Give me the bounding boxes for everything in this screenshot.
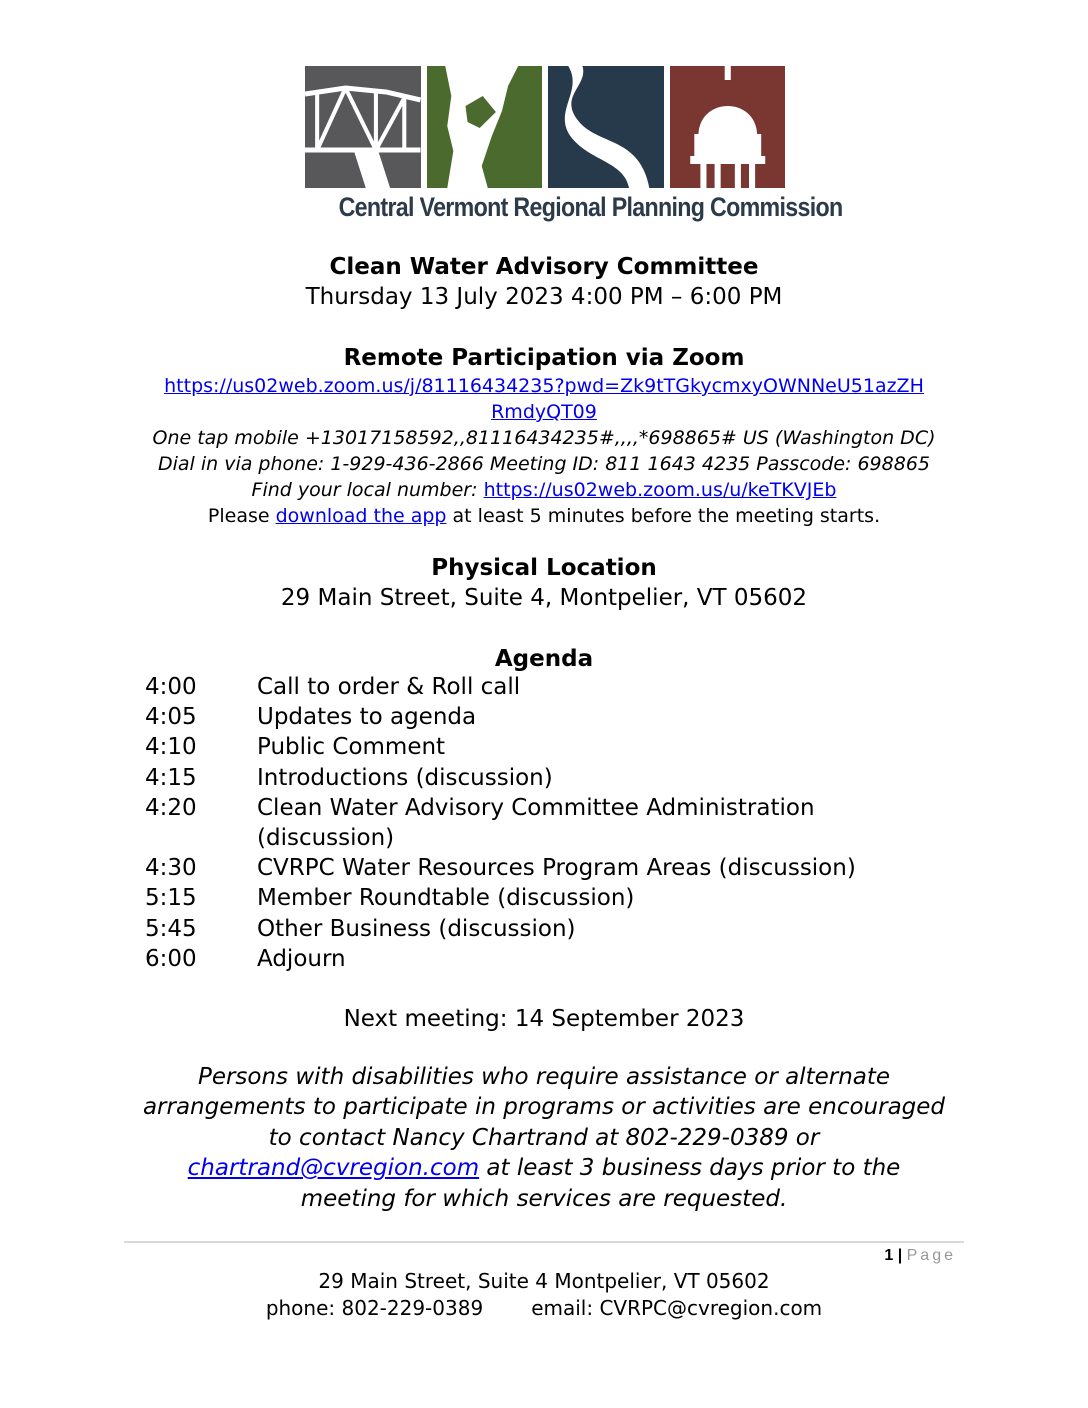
page-label: Page xyxy=(906,1247,956,1264)
vermont-map-icon xyxy=(427,66,543,188)
agenda-time: 4:15 xyxy=(145,764,197,791)
one-tap-mobile: One tap mobile +13017158592,,81116434235#,,,,*698865# US (Washington DC) xyxy=(152,427,936,449)
page-footer xyxy=(0,1268,1088,1322)
agenda-time: 4:00 xyxy=(145,674,197,700)
cvrpc-logo xyxy=(305,66,843,226)
download-suffix: at least 5 minutes before the meeting starts. xyxy=(446,505,881,527)
agenda-time: 5:45 xyxy=(145,915,197,942)
agenda-item xyxy=(145,732,957,762)
agenda-item xyxy=(145,672,957,702)
page-number-value: 1 xyxy=(884,1247,894,1264)
agenda-desc: Introductions (discussion) xyxy=(257,764,553,791)
page-number xyxy=(884,1247,956,1265)
agenda-desc: Adjourn xyxy=(257,945,346,972)
download-app-link[interactable]: download the app xyxy=(275,505,447,527)
footer-phone: phone: 802-229-0389 xyxy=(265,1296,484,1320)
agenda-time: 6:00 xyxy=(145,945,197,972)
zoom-link-line2: RmdyQT09 xyxy=(491,401,597,423)
local-number-label: Find your local number: xyxy=(251,479,484,501)
local-number-line xyxy=(0,477,1088,503)
agenda-item xyxy=(145,853,957,883)
agenda-item xyxy=(145,883,957,913)
agenda-item xyxy=(145,763,957,793)
page-separator: | xyxy=(897,1247,903,1264)
agenda-desc: Clean Water Advisory Committee Administration (discussion) xyxy=(257,794,815,852)
footer-address: 29 Main Street, Suite 4 Montpelier, VT 05602 xyxy=(318,1269,770,1293)
location-heading: Physical Location xyxy=(431,555,657,581)
dial-in-info: Dial in via phone: 1-929-436-2866 Meeting ID: 811 1643 4235 Passcode: 698865 xyxy=(157,453,930,475)
bridge-icon xyxy=(305,66,421,188)
accessibility-email-link[interactable]: chartrand@cvregion.com xyxy=(187,1155,480,1182)
agenda-time: 4:05 xyxy=(145,704,197,731)
location-address: 29 Main Street, Suite 4, Montpelier, VT 05602 xyxy=(280,585,808,611)
agenda-item xyxy=(145,914,957,944)
footer-divider xyxy=(124,1241,964,1243)
agenda-item xyxy=(145,944,957,974)
agenda-list xyxy=(145,672,957,974)
remote-heading: Remote Participation via Zoom xyxy=(343,345,745,371)
meeting-datetime: Thursday 13 July 2023 4:00 PM – 6:00 PM xyxy=(305,284,783,310)
agenda-desc: Member Roundtable (discussion) xyxy=(257,885,635,912)
agenda-time: 4:10 xyxy=(145,734,197,761)
capitol-dome-icon xyxy=(670,66,786,188)
next-meeting: Next meeting: 14 September 2023 xyxy=(343,1006,745,1032)
accessibility-notice xyxy=(140,1062,948,1214)
agenda-time: 5:15 xyxy=(145,885,197,912)
river-icon xyxy=(548,66,664,188)
agenda-heading: Agenda xyxy=(494,646,594,672)
agenda-desc: Public Comment xyxy=(257,734,446,761)
agenda-time: 4:20 xyxy=(145,794,197,821)
accessibility-text-before: Persons with disabilities who require assistance or alternate arrangements to participate in programs or activities are encouraged to contact Nancy Chartrand at 802-229-0389 or xyxy=(142,1064,946,1151)
footer-email: email: CVRPC@cvregion.com xyxy=(531,1296,823,1320)
agenda-desc: Updates to agenda xyxy=(257,704,477,731)
org-name: Central Vermont Regional Planning Commission xyxy=(338,192,843,222)
zoom-link-line1: https://us02web.zoom.us/j/81116434235?pwd=Zk9tTGkycmxyOWNNeU51azZH xyxy=(164,375,924,397)
accessibility-text-after: at least 3 business days prior to the meeting for which services are requested. xyxy=(300,1155,901,1212)
download-line xyxy=(0,503,1088,529)
agenda-desc: Call to order & Roll call xyxy=(257,674,521,700)
download-prefix: Please xyxy=(207,505,276,527)
local-number-link[interactable]: https://us02web.zoom.us/u/keTKVJEb xyxy=(483,479,837,501)
agenda-desc: CVRPC Water Resources Program Areas (discussion) xyxy=(257,855,856,882)
zoom-meeting-link[interactable] xyxy=(0,373,1088,425)
agenda-desc: Other Business (discussion) xyxy=(257,915,576,942)
agenda-time: 4:30 xyxy=(145,855,197,882)
meeting-title: Clean Water Advisory Committee xyxy=(329,254,759,280)
agenda-item xyxy=(145,702,957,732)
agenda-item xyxy=(145,793,957,853)
